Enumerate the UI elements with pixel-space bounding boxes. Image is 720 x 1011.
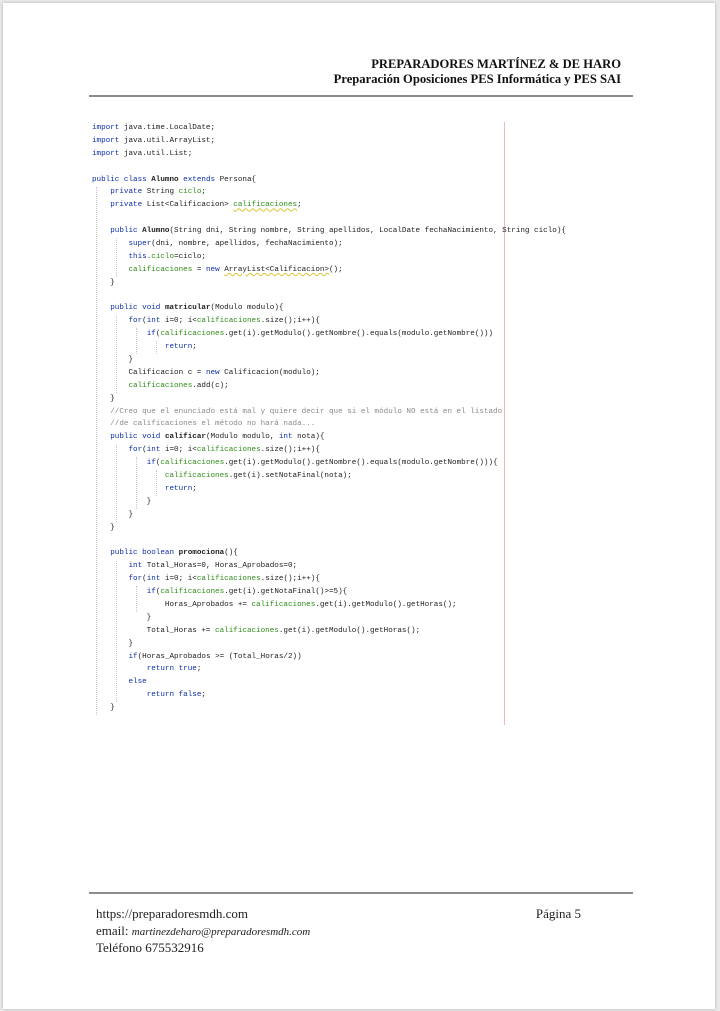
code-token: for [128, 446, 143, 455]
indent-guide [96, 187, 97, 716]
code-token: if [146, 459, 156, 468]
code-token: (dni, nombre, apellidos, fechaNacimiento); [151, 240, 343, 249]
code-token: . [146, 252, 152, 261]
code-token: Horas_Aprobados += [92, 600, 252, 609]
code-token: } [92, 613, 152, 622]
code-token: ( [155, 588, 161, 597]
indent-guide [136, 328, 137, 354]
code-line [92, 535, 522, 548]
code-token: int [146, 446, 161, 455]
code-token [92, 549, 110, 557]
code-token: promociona [178, 549, 225, 558]
indent-guide [156, 341, 157, 354]
code-token: int [146, 317, 161, 326]
code-line [92, 444, 522, 457]
code-token: ; [201, 691, 206, 700]
code-line [92, 212, 522, 225]
footer-url[interactable]: https://preparadoresmdh.com [96, 906, 248, 921]
code-token [92, 665, 147, 673]
page-header [334, 57, 621, 87]
code-line [92, 174, 522, 187]
code-token [92, 266, 128, 274]
code-token: ; [196, 665, 202, 674]
code-token: import [92, 124, 120, 132]
code-token: Calificacion c = [92, 368, 206, 377]
code-token: calificaciones [233, 201, 298, 210]
code-line [92, 431, 522, 444]
code-token: ( [155, 459, 161, 468]
code-token: calificaciones [215, 626, 279, 635]
code-token: else [128, 678, 147, 687]
code-token: ; [201, 188, 206, 197]
code-token [92, 575, 128, 583]
code-line [92, 612, 522, 625]
code-token [92, 691, 147, 699]
code-token: this [128, 252, 147, 261]
code-token: .get(i).getModulo().getNombre().equals(modulo.getNombre())) [224, 330, 494, 339]
code-token: .size();i++){ [260, 446, 320, 455]
footer-rule [89, 892, 633, 894]
code-token [92, 382, 128, 390]
footer-phone: Teléfono 675532916 [96, 940, 204, 955]
code-token: .size();i++){ [260, 317, 320, 326]
code-token: calificaciones [164, 472, 229, 481]
code-line [92, 638, 522, 651]
code-line [92, 135, 522, 148]
code-token: //de calificaciones el método no hará nada... [92, 420, 316, 429]
code-line [92, 380, 522, 393]
code-token: calificaciones [160, 588, 225, 597]
code-token [92, 201, 110, 209]
code-token: (){ [224, 549, 238, 558]
code-line [92, 148, 522, 161]
code-token: Alumno [142, 227, 170, 236]
code-token: .add(c); [192, 381, 229, 390]
code-token: i=0; i< [160, 446, 197, 455]
code-token: public void [110, 304, 161, 313]
code-line [92, 161, 522, 174]
code-token: ciclo [151, 252, 175, 261]
code-line [92, 418, 522, 431]
code-block [92, 122, 566, 715]
code-token: java.time.LocalDate; [119, 124, 216, 132]
code-token [92, 304, 110, 312]
code-token: return false [146, 691, 202, 700]
code-token: = [192, 265, 206, 274]
code-line [92, 599, 522, 612]
code-token: int [128, 562, 143, 571]
code-token: calificaciones [196, 575, 261, 584]
code-token: nota){ [292, 433, 325, 442]
indent-guide [116, 316, 117, 393]
code-line [92, 522, 522, 535]
code-token [92, 472, 165, 480]
code-token: (); [329, 265, 343, 274]
code-line [92, 689, 522, 702]
code-token: } [92, 278, 115, 287]
code-token: for [128, 317, 143, 326]
indent-guide [116, 238, 117, 277]
footer-email-line [96, 923, 310, 941]
code-token: ( [142, 446, 147, 455]
code-token: } [92, 704, 115, 713]
code-token: public void [110, 433, 161, 442]
code-line [92, 393, 522, 406]
code-token: } [92, 497, 152, 506]
code-token: calificaciones [128, 265, 193, 274]
code-token [92, 678, 128, 686]
code-token: ( [155, 330, 161, 339]
code-token: calificaciones [196, 446, 261, 455]
code-token: Alumno [151, 175, 179, 184]
code-token: i=0; i< [160, 317, 197, 326]
code-token: List<Calificacion> [142, 201, 234, 210]
code-line [92, 264, 522, 277]
code-token: return true [146, 665, 197, 674]
code-token [92, 330, 147, 338]
code-token: (String dni, String nombre, String apellidos, LocalDate fechaNacimiento, String ciclo){ [169, 227, 566, 236]
code-token: if [146, 330, 156, 339]
code-token: calificaciones [160, 459, 225, 468]
code-line [92, 367, 522, 380]
code-line [92, 625, 522, 638]
code-token: ( [142, 575, 147, 584]
code-token: String [142, 188, 179, 197]
code-token [92, 588, 147, 596]
code-token: ; [192, 484, 197, 493]
code-line [92, 496, 522, 509]
indent-guide [116, 445, 117, 522]
code-token: (Horas_Aprobados >= (Total_Horas/2)) [137, 652, 302, 661]
code-token: extends [183, 175, 216, 184]
code-line [92, 186, 522, 199]
code-token: .get(i).getModulo().getHoras(); [278, 626, 421, 635]
page-footer [96, 906, 310, 957]
code-line [92, 560, 522, 573]
header-subtitle: Preparación Oposiciones PES Informática y PES SAI [333, 72, 621, 86]
code-token: .get(i).getModulo().getNombre().equals(modulo.getNombre())){ [224, 459, 498, 468]
code-token [92, 459, 147, 467]
code-token [92, 485, 165, 493]
code-token [92, 253, 128, 261]
code-token: } [92, 356, 134, 365]
code-token: calificaciones [160, 330, 225, 339]
code-token: ( [142, 317, 147, 326]
code-token: public [110, 227, 138, 236]
code-line [92, 251, 522, 264]
indent-guide [136, 586, 137, 612]
code-token [92, 446, 128, 454]
code-token: ; [297, 201, 302, 210]
code-line [92, 651, 522, 664]
code-token: =ciclo; [174, 252, 206, 261]
code-token: java.util.ArrayList; [119, 136, 216, 145]
code-token [92, 562, 128, 570]
code-token: Total_Horas=0, Horas_Aprobados=0; [142, 562, 298, 571]
code-line [92, 238, 522, 251]
code-token: private [110, 188, 143, 197]
code-line [92, 328, 522, 341]
code-token: } [92, 639, 134, 648]
code-token: return [164, 484, 193, 493]
code-token: //Creo que el enunciado está mal y quiere decir que si el módulo NO está en el listado [92, 407, 503, 416]
code-token: int [278, 433, 293, 442]
code-token [92, 188, 110, 196]
page-number: Página 5 [535, 906, 581, 921]
code-token: Total_Horas += [92, 626, 216, 635]
code-line [92, 676, 522, 689]
code-token: super [128, 240, 152, 249]
code-token: matricular [164, 304, 211, 313]
code-token [92, 317, 128, 325]
code-token: ArrayList<Calificacion> [224, 265, 329, 274]
code-line [92, 122, 522, 135]
header-title: PREPARADORES MARTÍNEZ & DE HARO [371, 57, 621, 71]
code-token: Persona{ [215, 175, 257, 184]
code-line [92, 702, 522, 715]
code-line [92, 586, 522, 599]
code-line [92, 315, 522, 328]
code-token: } [92, 394, 115, 403]
code-line [92, 573, 522, 586]
indent-guide [156, 470, 157, 496]
code-token: .get(i).setNotaFinal(nota); [228, 472, 352, 481]
code-token: int [146, 575, 161, 584]
code-token: import [92, 149, 120, 158]
code-token: public class [92, 175, 147, 184]
footer-email[interactable]: martinezdeharo@preparadoresmdh.com [131, 925, 311, 938]
code-token: .get(i).getModulo().getHoras(); [315, 600, 457, 609]
code-line [92, 457, 522, 470]
code-line [92, 509, 522, 522]
code-token: } [92, 510, 134, 519]
document-page [3, 3, 715, 1009]
code-line [92, 302, 522, 315]
code-token: if [146, 588, 156, 597]
code-token: new [205, 368, 220, 377]
code-token: calificaciones [196, 317, 261, 326]
code-token [92, 433, 110, 441]
code-line [92, 547, 522, 560]
code-token: java.util.List; [119, 149, 193, 158]
code-token: public boolean [110, 549, 175, 558]
code-line [92, 290, 522, 303]
code-token: (Modulo modulo, [205, 433, 279, 442]
code-line [92, 225, 566, 238]
code-line [92, 277, 522, 290]
code-line [92, 354, 522, 367]
code-token: private [110, 201, 143, 210]
code-token: Calificacion(modulo); [219, 368, 320, 377]
code-token: i=0; i< [160, 575, 197, 584]
code-line [92, 199, 522, 212]
code-token: ciclo [178, 188, 202, 197]
code-line [92, 663, 522, 676]
footer-email-label: email: [96, 922, 132, 938]
code-token: calificar [164, 433, 206, 442]
header-rule [89, 95, 633, 97]
code-token [92, 240, 128, 248]
code-token: } [92, 523, 115, 532]
code-token [92, 653, 128, 661]
code-token: calificaciones [128, 381, 193, 390]
indent-guide [116, 561, 117, 703]
code-token: import [92, 136, 120, 145]
code-token: .size();i++){ [260, 575, 320, 584]
code-token: (Modulo modulo){ [210, 304, 284, 313]
code-token: calificaciones [251, 600, 316, 609]
code-token [92, 343, 165, 351]
code-token: .get(i).getNotaFinal()>=5){ [224, 588, 348, 597]
code-token [92, 227, 110, 235]
code-token: return [164, 343, 193, 352]
code-token: new [205, 265, 220, 274]
code-token: if [128, 652, 138, 661]
code-token: for [128, 575, 143, 584]
indent-guide [136, 457, 137, 509]
code-line [92, 406, 522, 419]
code-token: ; [192, 343, 197, 352]
